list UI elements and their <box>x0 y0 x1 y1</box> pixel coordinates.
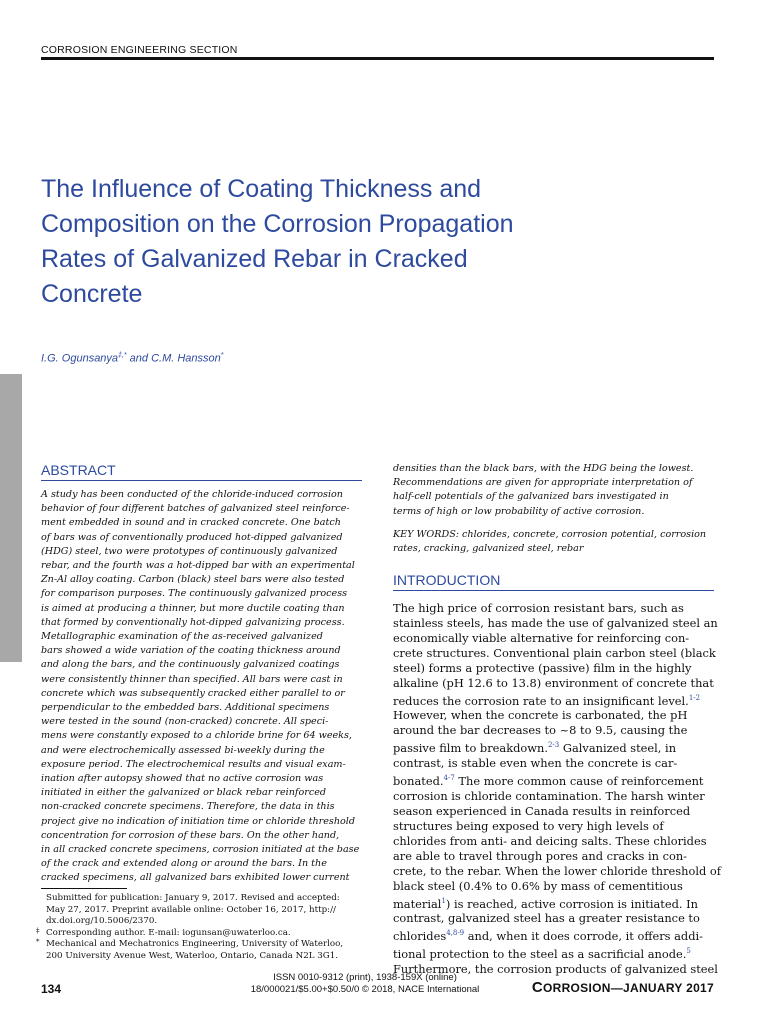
abstract-line: for comparison purposes. The continuously galvanized process <box>41 588 348 600</box>
intro-line <box>393 738 714 756</box>
abstract-line: concentration for corrosion of these bars. On the other hand, <box>41 829 340 841</box>
footnote-mark: * <box>36 938 40 947</box>
intro-line: structures being exposed to very high levels of <box>393 818 664 833</box>
intro-text: chlorides <box>393 929 447 943</box>
intro-line: stainless steels, has made the use of galvanized steel an <box>393 615 718 630</box>
intro-text: bonated. <box>393 773 444 788</box>
intro-line: Furthermore, the corrosion products of galvanized steel <box>393 961 718 976</box>
intro-text: The more common cause of reinforcement <box>454 773 704 788</box>
article-title <box>41 172 681 312</box>
intro-line: crete structures. Conventional plain carbon steel (black <box>393 645 716 660</box>
author-name: I.G. Ogunsanya <box>41 352 119 365</box>
abstract-line: exposure period. The electrochemical results and visual exam- <box>41 758 346 770</box>
abstract-line: half-cell potentials of the galvanized bars investigated in <box>393 491 669 503</box>
abstract-continuation <box>393 462 714 519</box>
issn-line: ISSN 0010-9312 (print), 1938-159X (online) <box>273 972 457 983</box>
header-rule <box>41 57 714 60</box>
intro-line: steel) forms a protective (passive) film in the highly <box>393 660 692 675</box>
abstract-line: ination after autopsy showed that no active corrosion was <box>41 773 324 785</box>
citation-link[interactable]: 1 <box>441 896 446 905</box>
abstract-line: densities than the black bars, with the HDG being the lowest. <box>393 463 694 474</box>
intro-line <box>393 944 714 962</box>
intro-line: season experienced in Canada results in reinforced <box>393 803 691 818</box>
footnote-rule <box>41 888 127 889</box>
abstract-line: bars showed a wide variation of the coating thickness around <box>41 645 341 657</box>
footnote-line: 200 University Avenue West, Waterloo, Ontario, Canada N2L 3G1. <box>46 950 339 961</box>
abstract-line: behavior of four different batches of galvanized steel reinforce- <box>41 503 350 515</box>
abstract-line: concrete which was subsequently cracked either parallel to or <box>41 687 345 699</box>
intro-text: tional protection to the steel as a sacrificial anode. <box>393 946 687 961</box>
intro-line: chlorides from anti- and deicing salts. These chlorides <box>393 833 707 848</box>
intro-text: reduces the corrosion rate to an insignificant level. <box>393 693 689 708</box>
intro-line: The high price of corrosion resistant bars, such as <box>393 601 684 615</box>
abstract-line: (HDG) steel, two were prototypes of continuously galvanized <box>41 545 338 557</box>
abstract-heading: ABSTRACT <box>41 462 116 478</box>
intro-line: contrast, galvanized steel has a greater resistance to <box>393 911 700 926</box>
intro-line <box>393 691 714 709</box>
abstract-heading-rule <box>41 480 362 481</box>
intro-line: alkaline (pH 12.6 to 13.8) environment of concrete that <box>393 675 714 690</box>
abstract-line: cracked specimens, all galvanized bars exhibited lower current <box>41 872 350 884</box>
footnote-text: Mechanical and Mechatronics Engineering, University of Waterloo, <box>46 939 344 950</box>
intro-line: around the bar decreases to ~8 to 9.5, causing the <box>393 723 688 738</box>
corresponding-author-note <box>36 928 364 940</box>
abstract-line: ment embedded in sound and in cracked concrete. One batch <box>41 517 341 529</box>
abstract-line: project give no indication of initiation time or chloride threshold <box>41 815 355 827</box>
intro-text: and, when it does corrode, it offers addi- <box>464 929 703 943</box>
abstract-line: A study has been conducted of the chloride-induced corrosion <box>41 489 343 500</box>
footer-issn <box>200 972 530 996</box>
abstract-line: Recommendations are given for appropriate interpretation of <box>393 477 693 489</box>
introduction-heading-rule <box>393 590 714 591</box>
intro-line <box>393 771 714 789</box>
citation-link[interactable]: 2-3 <box>547 741 560 750</box>
title-line: Concrete <box>41 280 143 308</box>
abstract-line: initiated in either the galvanized or black rebar reinforced <box>41 787 327 799</box>
abstract-line: and along the bars, and the continuously galvanized coatings <box>41 659 340 671</box>
author-list <box>41 352 224 365</box>
abstract-line: that formed by conventionally hot-dipped galvanizing process. <box>41 616 345 628</box>
abstract-line: Zn-Al alloy coating. Carbon (black) steel bars were also tested <box>41 574 345 586</box>
side-tab <box>0 374 22 662</box>
footnotes <box>36 893 364 963</box>
abstract-line: of bars was of conventionally produced hot-dipped galvanized <box>41 531 343 543</box>
citation-link[interactable]: 4-7 <box>443 774 455 783</box>
author-affiliation-mark: * <box>220 352 224 359</box>
intro-line: However, when the concrete is carbonated, the pH <box>393 708 688 723</box>
abstract-line: Metallographic examination of the as-received galvanized <box>41 631 323 643</box>
intro-text: ) is reached, active corrosion is initiated. In <box>445 896 698 911</box>
abstract-line: non-cracked concrete specimens. Therefore, the data in this <box>41 801 335 813</box>
intro-line: are able to travel through pores and cracks in con- <box>393 848 688 863</box>
footnote-line: Submitted for publication: January 9, 2017. Revised and accepted: <box>46 893 340 903</box>
abstract-line: were tested in the sound (non-cracked) concrete. All speci- <box>41 716 329 728</box>
introduction-heading: INTRODUCTION <box>393 572 501 588</box>
introduction-body <box>393 601 721 977</box>
intro-line <box>393 926 714 944</box>
intro-line: economically viable alternative for reinforcing con- <box>393 630 690 645</box>
abstract-line: terms of high or low probability of active corrosion. <box>393 505 645 517</box>
abstract-line: rebar, and the fourth was a hot-dipped bar with an experimental <box>41 560 355 572</box>
abstract-body <box>41 488 362 886</box>
page-number: 134 <box>41 982 62 996</box>
abstract-line: were consistently thinner than specified. All bars were cast in <box>41 673 343 685</box>
intro-line: crete, to the rebar. When the lower chloride threshold of <box>393 863 721 878</box>
title-line: Composition on the Corrosion Propagation <box>41 210 514 238</box>
abstract-line: in all cracked concrete specimens, corrosion initiated at the base <box>41 844 360 856</box>
intro-text: material <box>393 896 442 911</box>
keywords <box>393 528 714 556</box>
journal-initial: C <box>531 979 543 996</box>
abstract-line: is aimed at producing a thinner, but more ductile coating than <box>41 602 345 614</box>
intro-line <box>393 894 714 912</box>
journal-issue <box>532 979 714 996</box>
footnote-line: May 27, 2017. Preprint available online: October 16, 2017, http:// <box>46 904 336 915</box>
footnote-text: Corresponding author. E-mail: iogunsan@uwaterloo.ca. <box>46 927 291 938</box>
keywords-line: KEY WORDS: chlorides, concrete, corrosion potential, corrosion <box>393 529 707 540</box>
intro-line: contrast, is stable even when the concrete is car- <box>393 756 678 771</box>
intro-text: passive film to breakdown. <box>393 741 548 756</box>
abstract-line: mens were constantly exposed to a chloride brine for 64 weeks, <box>41 730 352 742</box>
footnote-line: dx.doi.org/10.5006/2370. <box>46 916 158 927</box>
intro-line: corrosion is chloride contamination. The harsh winter <box>393 788 705 803</box>
author-affiliation-mark: ‡,* <box>118 352 127 359</box>
citation-link[interactable]: 1-2 <box>688 693 701 702</box>
copyright-line: 18/000021/$5.00+$0.50/0 © 2018, NACE International <box>250 984 480 995</box>
abstract-line: of the crack and extended along or around the bars. In the <box>41 858 327 870</box>
abstract-line: and were electrochemically assessed bi-weekly during the <box>41 744 325 756</box>
title-line: Rates of Galvanized Rebar in Cracked <box>41 245 468 273</box>
intro-text: Galvanized steel, in <box>559 741 677 756</box>
journal-issue-text: ORROSION—JANUARY 2017 <box>542 981 714 995</box>
affiliation-note <box>36 939 364 951</box>
footnote-mark: ‡ <box>36 926 40 935</box>
keywords-line: rates, cracking, galvanized steel, rebar <box>393 543 584 555</box>
citation-link[interactable]: 4,8-9 <box>446 929 465 938</box>
intro-line: black steel (0.4% to 0.6% by mass of cementitious <box>393 878 683 893</box>
abstract-line: perpendicular to the embedded bars. Additional specimens <box>41 702 330 714</box>
section-label: CORROSION ENGINEERING SECTION <box>41 44 238 56</box>
author-name: and C.M. Hansson <box>126 352 221 365</box>
citation-link[interactable]: 5 <box>686 946 691 955</box>
title-line: The Influence of Coating Thickness and <box>41 175 482 203</box>
